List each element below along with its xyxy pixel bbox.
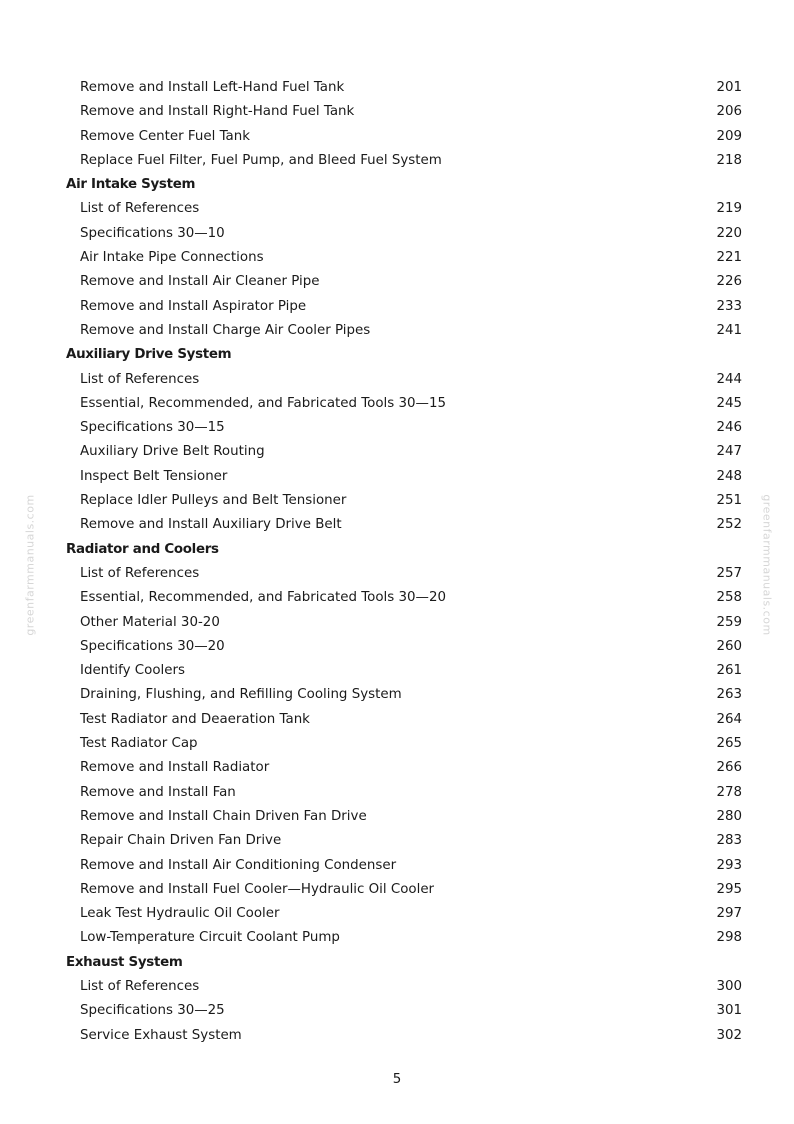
toc-entry-page: 251	[716, 493, 742, 509]
toc-entry-label: Draining, Flushing, and Refilling Cooling System	[80, 687, 402, 703]
toc-entry-page: 218	[716, 152, 742, 168]
toc-entry-label: Inspect Belt Tensioner	[80, 468, 228, 484]
toc-entry-label: Service Exhaust System	[80, 1027, 242, 1043]
toc-entry-label: Test Radiator and Deaeration Tank	[80, 711, 310, 727]
toc-entry-page: 220	[716, 225, 742, 241]
toc-entry[interactable]	[66, 902, 742, 926]
toc-entry-label: Remove and Install Air Cleaner Pipe	[80, 274, 320, 290]
toc-entry-page: 201	[716, 80, 742, 95]
toc-entry-page: 266	[716, 760, 742, 776]
toc-entry-label: Remove and Install Charge Air Cooler Pipes	[80, 322, 371, 338]
toc-entry-label: Repair Chain Driven Fan Drive	[80, 833, 282, 849]
toc-entry[interactable]	[66, 465, 742, 489]
toc-entry-label: List of References	[80, 978, 200, 994]
toc-entry-page: 258	[716, 590, 742, 606]
toc-entry[interactable]	[66, 125, 742, 149]
page-number: 5	[392, 1072, 402, 1087]
toc-entry-label: Low-Temperature Circuit Coolant Pump	[80, 930, 340, 946]
toc-entry-page: 247	[716, 444, 742, 460]
toc-entry[interactable]	[66, 562, 742, 586]
toc-entry[interactable]	[66, 708, 742, 732]
toc-entry[interactable]	[66, 805, 742, 829]
toc-entry-page: 283	[716, 833, 742, 849]
toc-entry[interactable]	[66, 926, 742, 950]
toc-section-label: Air Intake System	[66, 177, 196, 193]
toc-entry-page: 261	[716, 663, 742, 679]
toc-entry-page: 259	[716, 614, 742, 630]
toc-entry[interactable]	[66, 586, 742, 610]
toc-entry-page: 300	[716, 978, 742, 994]
toc-entry-page: 297	[716, 906, 742, 922]
toc-entry[interactable]	[66, 975, 742, 999]
toc-entry-label: Remove and Install Aspirator Pipe	[80, 298, 307, 314]
toc-entry-label: Test Radiator Cap	[80, 736, 198, 752]
toc-entry-page: 278	[716, 784, 742, 800]
toc-entry[interactable]	[66, 1024, 742, 1048]
toc-entry-label: Identify Coolers	[80, 663, 185, 679]
toc-section-heading	[66, 173, 742, 197]
toc-entry-page: 263	[716, 687, 742, 703]
toc-entry-label: Remove and Install Air Conditioning Condenser	[80, 857, 397, 873]
toc-entry[interactable]	[66, 197, 742, 221]
toc-entry[interactable]	[66, 440, 742, 464]
toc-entry[interactable]	[66, 76, 742, 100]
toc-entry-label: Remove and Install Fan	[80, 784, 236, 800]
toc-entry[interactable]	[66, 489, 742, 513]
toc-entry-label: Essential, Recommended, and Fabricated Tools 30—15	[80, 395, 446, 411]
toc-section-label: Exhaust System	[66, 954, 183, 970]
toc-entry-label: Remove and Install Auxiliary Drive Belt	[80, 517, 342, 533]
toc-entry[interactable]	[66, 781, 742, 805]
toc-entry-page: 265	[716, 736, 742, 752]
toc-entry-page: 264	[716, 711, 742, 727]
toc-entry[interactable]	[66, 999, 742, 1023]
toc-entry-page: 209	[716, 128, 742, 144]
toc-entry-page: 302	[716, 1027, 742, 1043]
toc-entry-label: Auxiliary Drive Belt Routing	[80, 444, 265, 460]
toc-entry-label: Specifications 30—25	[80, 1003, 225, 1019]
toc-entry-label: Remove and Install Fuel Cooler—Hydraulic Oil Cooler	[80, 881, 435, 897]
toc-entry-label: Remove and Install Left-Hand Fuel Tank	[80, 80, 345, 95]
toc-entry-page: 219	[716, 201, 742, 217]
toc-entry-page: 298	[716, 930, 742, 946]
toc-entry-label: List of References	[80, 201, 200, 217]
toc-section-label: Radiator and Coolers	[66, 541, 219, 557]
toc-entry-label: Leak Test Hydraulic Oil Cooler	[80, 906, 280, 922]
watermark-left: greenfarmmanuals.com	[23, 494, 37, 636]
toc-entry-page: 246	[716, 420, 742, 436]
toc-entry[interactable]	[66, 392, 742, 416]
toc-entry-label: Essential, Recommended, and Fabricated Tools 30—20	[80, 590, 446, 606]
toc-entry-page: 252	[716, 517, 742, 533]
toc-entry-label: Other Material 30-20	[80, 614, 220, 630]
toc-entry-page: 293	[716, 857, 742, 873]
toc-section-heading	[66, 951, 742, 975]
toc-entry-page: 245	[716, 395, 742, 411]
toc-entry[interactable]	[66, 829, 742, 853]
toc-entry-page: 295	[716, 881, 742, 897]
toc-entry-label: List of References	[80, 565, 200, 581]
toc-entry-label: List of References	[80, 371, 200, 387]
toc-entry-label: Remove and Install Chain Driven Fan Drive	[80, 808, 367, 824]
toc-entry[interactable]	[66, 319, 742, 343]
toc-entry-label: Specifications 30—20	[80, 638, 225, 654]
watermark-right: greenfarmmanuals.com	[760, 494, 774, 636]
toc-entry[interactable]	[66, 732, 742, 756]
toc-entry-page: 301	[716, 1003, 742, 1019]
toc-entry-page: 260	[716, 638, 742, 654]
toc-entry-page: 244	[716, 371, 742, 387]
toc-entry[interactable]	[66, 878, 742, 902]
toc-section-heading	[66, 538, 742, 562]
toc-entry[interactable]	[66, 513, 742, 537]
toc-section-heading	[66, 343, 742, 367]
toc-entry-page: 241	[716, 322, 742, 338]
toc-entry-page: 226	[716, 274, 742, 290]
toc-entry[interactable]	[66, 100, 742, 124]
toc-entry[interactable]	[66, 368, 742, 392]
toc-entry[interactable]	[66, 854, 742, 878]
toc-entry[interactable]	[66, 295, 742, 319]
toc-entry[interactable]	[66, 246, 742, 270]
toc-entry-page: 233	[716, 298, 742, 314]
toc-entry-label: Replace Idler Pulleys and Belt Tensioner	[80, 493, 347, 509]
toc-entry-label: Remove and Install Radiator	[80, 760, 270, 776]
toc-entry-label: Specifications 30—10	[80, 225, 225, 241]
toc-entry[interactable]	[66, 683, 742, 707]
toc-entry-page: 221	[716, 250, 742, 266]
table-of-contents	[66, 76, 742, 1048]
toc-entry-page: 257	[716, 565, 742, 581]
toc-entry[interactable]	[66, 756, 742, 780]
toc-entry-label: Specifications 30—15	[80, 420, 225, 436]
toc-entry-label: Air Intake Pipe Connections	[80, 250, 264, 266]
toc-entry-page: 280	[716, 808, 742, 824]
toc-entry-label: Remove Center Fuel Tank	[80, 128, 251, 144]
toc-entry[interactable]	[66, 222, 742, 246]
toc-entry-label: Remove and Install Right-Hand Fuel Tank	[80, 104, 355, 120]
toc-entry[interactable]	[66, 270, 742, 294]
toc-entry-page: 248	[716, 468, 742, 484]
toc-entry[interactable]	[66, 611, 742, 635]
toc-entry[interactable]	[66, 416, 742, 440]
toc-section-label: Auxiliary Drive System	[66, 347, 232, 363]
toc-entry-label: Replace Fuel Filter, Fuel Pump, and Bleed Fuel System	[80, 152, 442, 168]
toc-entry[interactable]	[66, 635, 742, 659]
toc-entry[interactable]	[66, 149, 742, 173]
toc-entry[interactable]	[66, 659, 742, 683]
toc-entry-page: 206	[716, 104, 742, 120]
